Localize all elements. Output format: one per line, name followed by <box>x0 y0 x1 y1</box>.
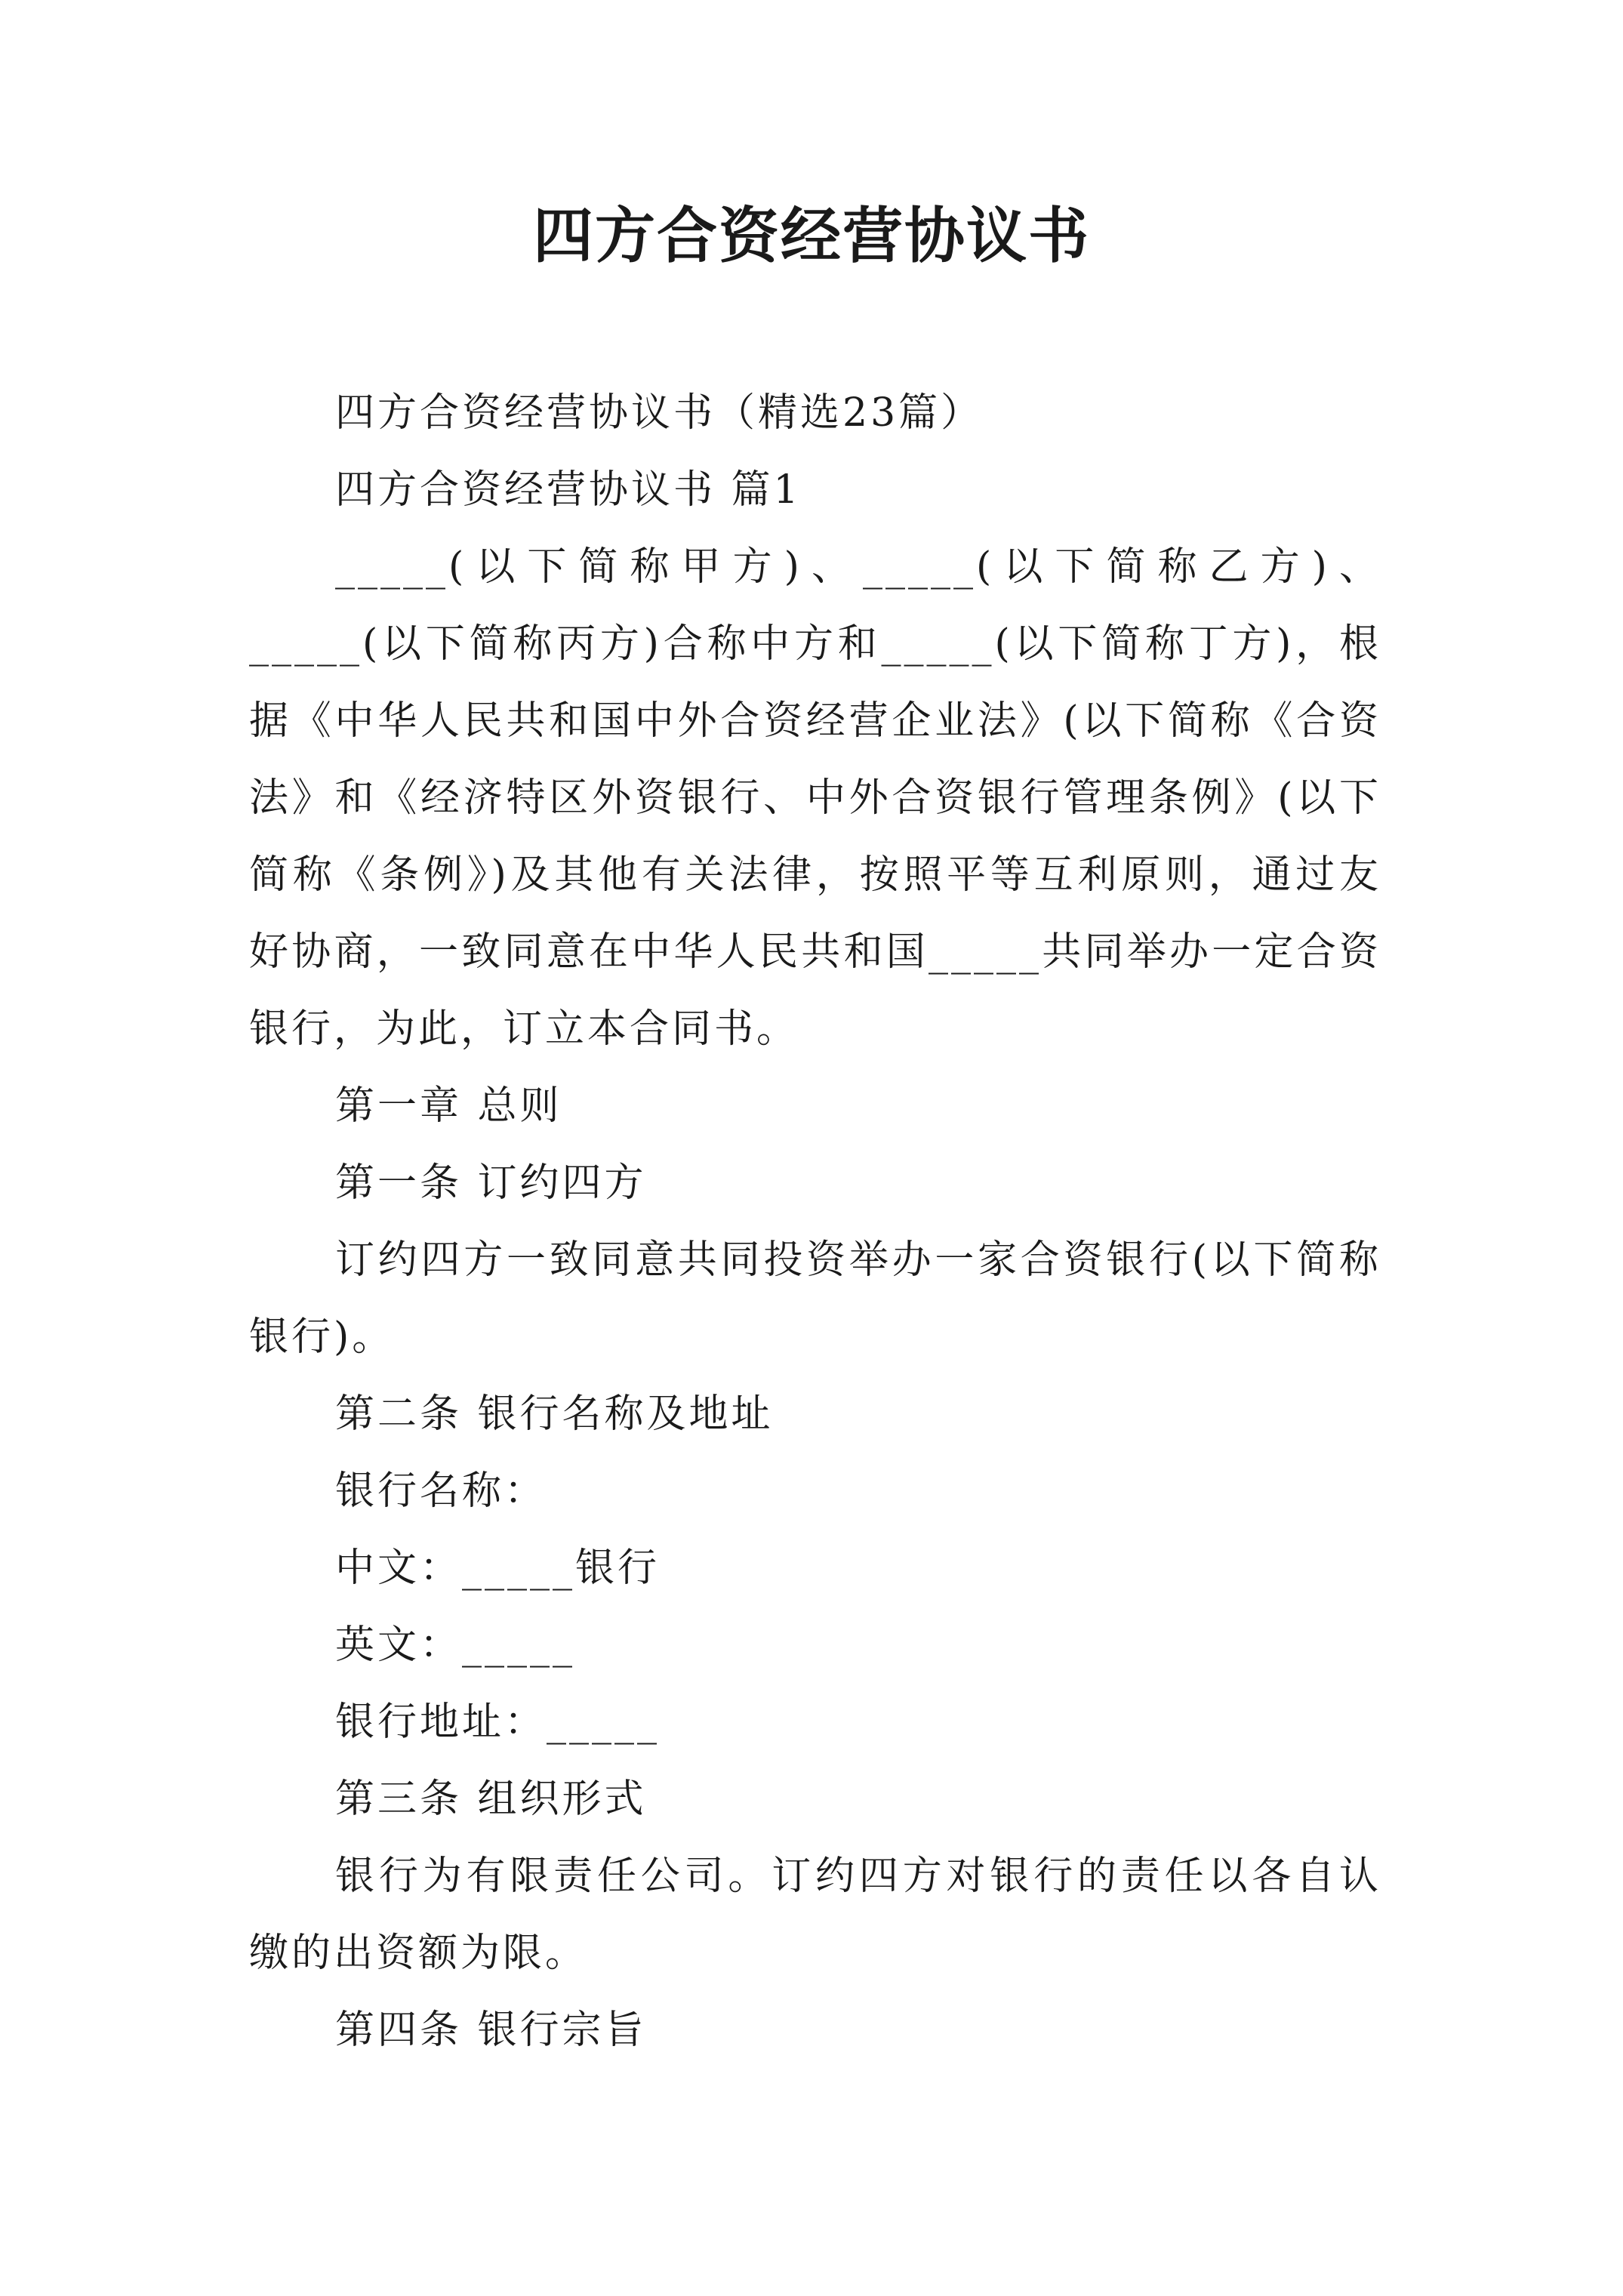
field-line: 银行地址：_____ <box>335 1700 661 1745</box>
article-heading: 第三条 组织形式 <box>335 1777 647 1822</box>
field-line: 银行名称： <box>335 1469 547 1514</box>
article-heading: 第一条 订约四方 <box>335 1160 647 1206</box>
article-heading: 第四条 银行宗旨 <box>335 2008 647 2053</box>
preamble-paragraph: _____(以下简称甲方)、_____(以下简称乙方)、_____(以下简称丙方)合称中方和_____(以下简称丁方)，根据《中华人民共和国中外合资经营企业法》(以下简称《合资法》和《经济特区外资银行、中外合资银行管理条例》(以下简称《条例》)及其他有关法律，按照平等互利原则，通过友好协商，一致同意在中华人民共和国_____共同举办一定合资银行，为此，订立本合同书。 <box>249 544 1381 1052</box>
chapter-heading: 第一章 总则 <box>335 1083 562 1129</box>
article-heading: 第二条 银行名称及地址 <box>335 1391 774 1437</box>
subtitle-paragraph: 四方合资经营协议书（精选23篇） <box>335 390 984 436</box>
document-title: 四方合资经营协议书 <box>533 200 1090 271</box>
document-body <box>249 374 1381 2069</box>
field-line: 英文：_____ <box>335 1623 576 1668</box>
section-heading: 四方合资经营协议书 篇1 <box>335 467 802 513</box>
article-paragraph: 订约四方一致同意共同投资举办一家合资银行(以下简称银行)。 <box>249 1237 1381 1360</box>
field-line: 中文：_____银行 <box>335 1546 661 1591</box>
article-paragraph: 银行为有限责任公司。订约四方对银行的责任以各自认缴的出资额为限。 <box>249 1854 1381 1976</box>
